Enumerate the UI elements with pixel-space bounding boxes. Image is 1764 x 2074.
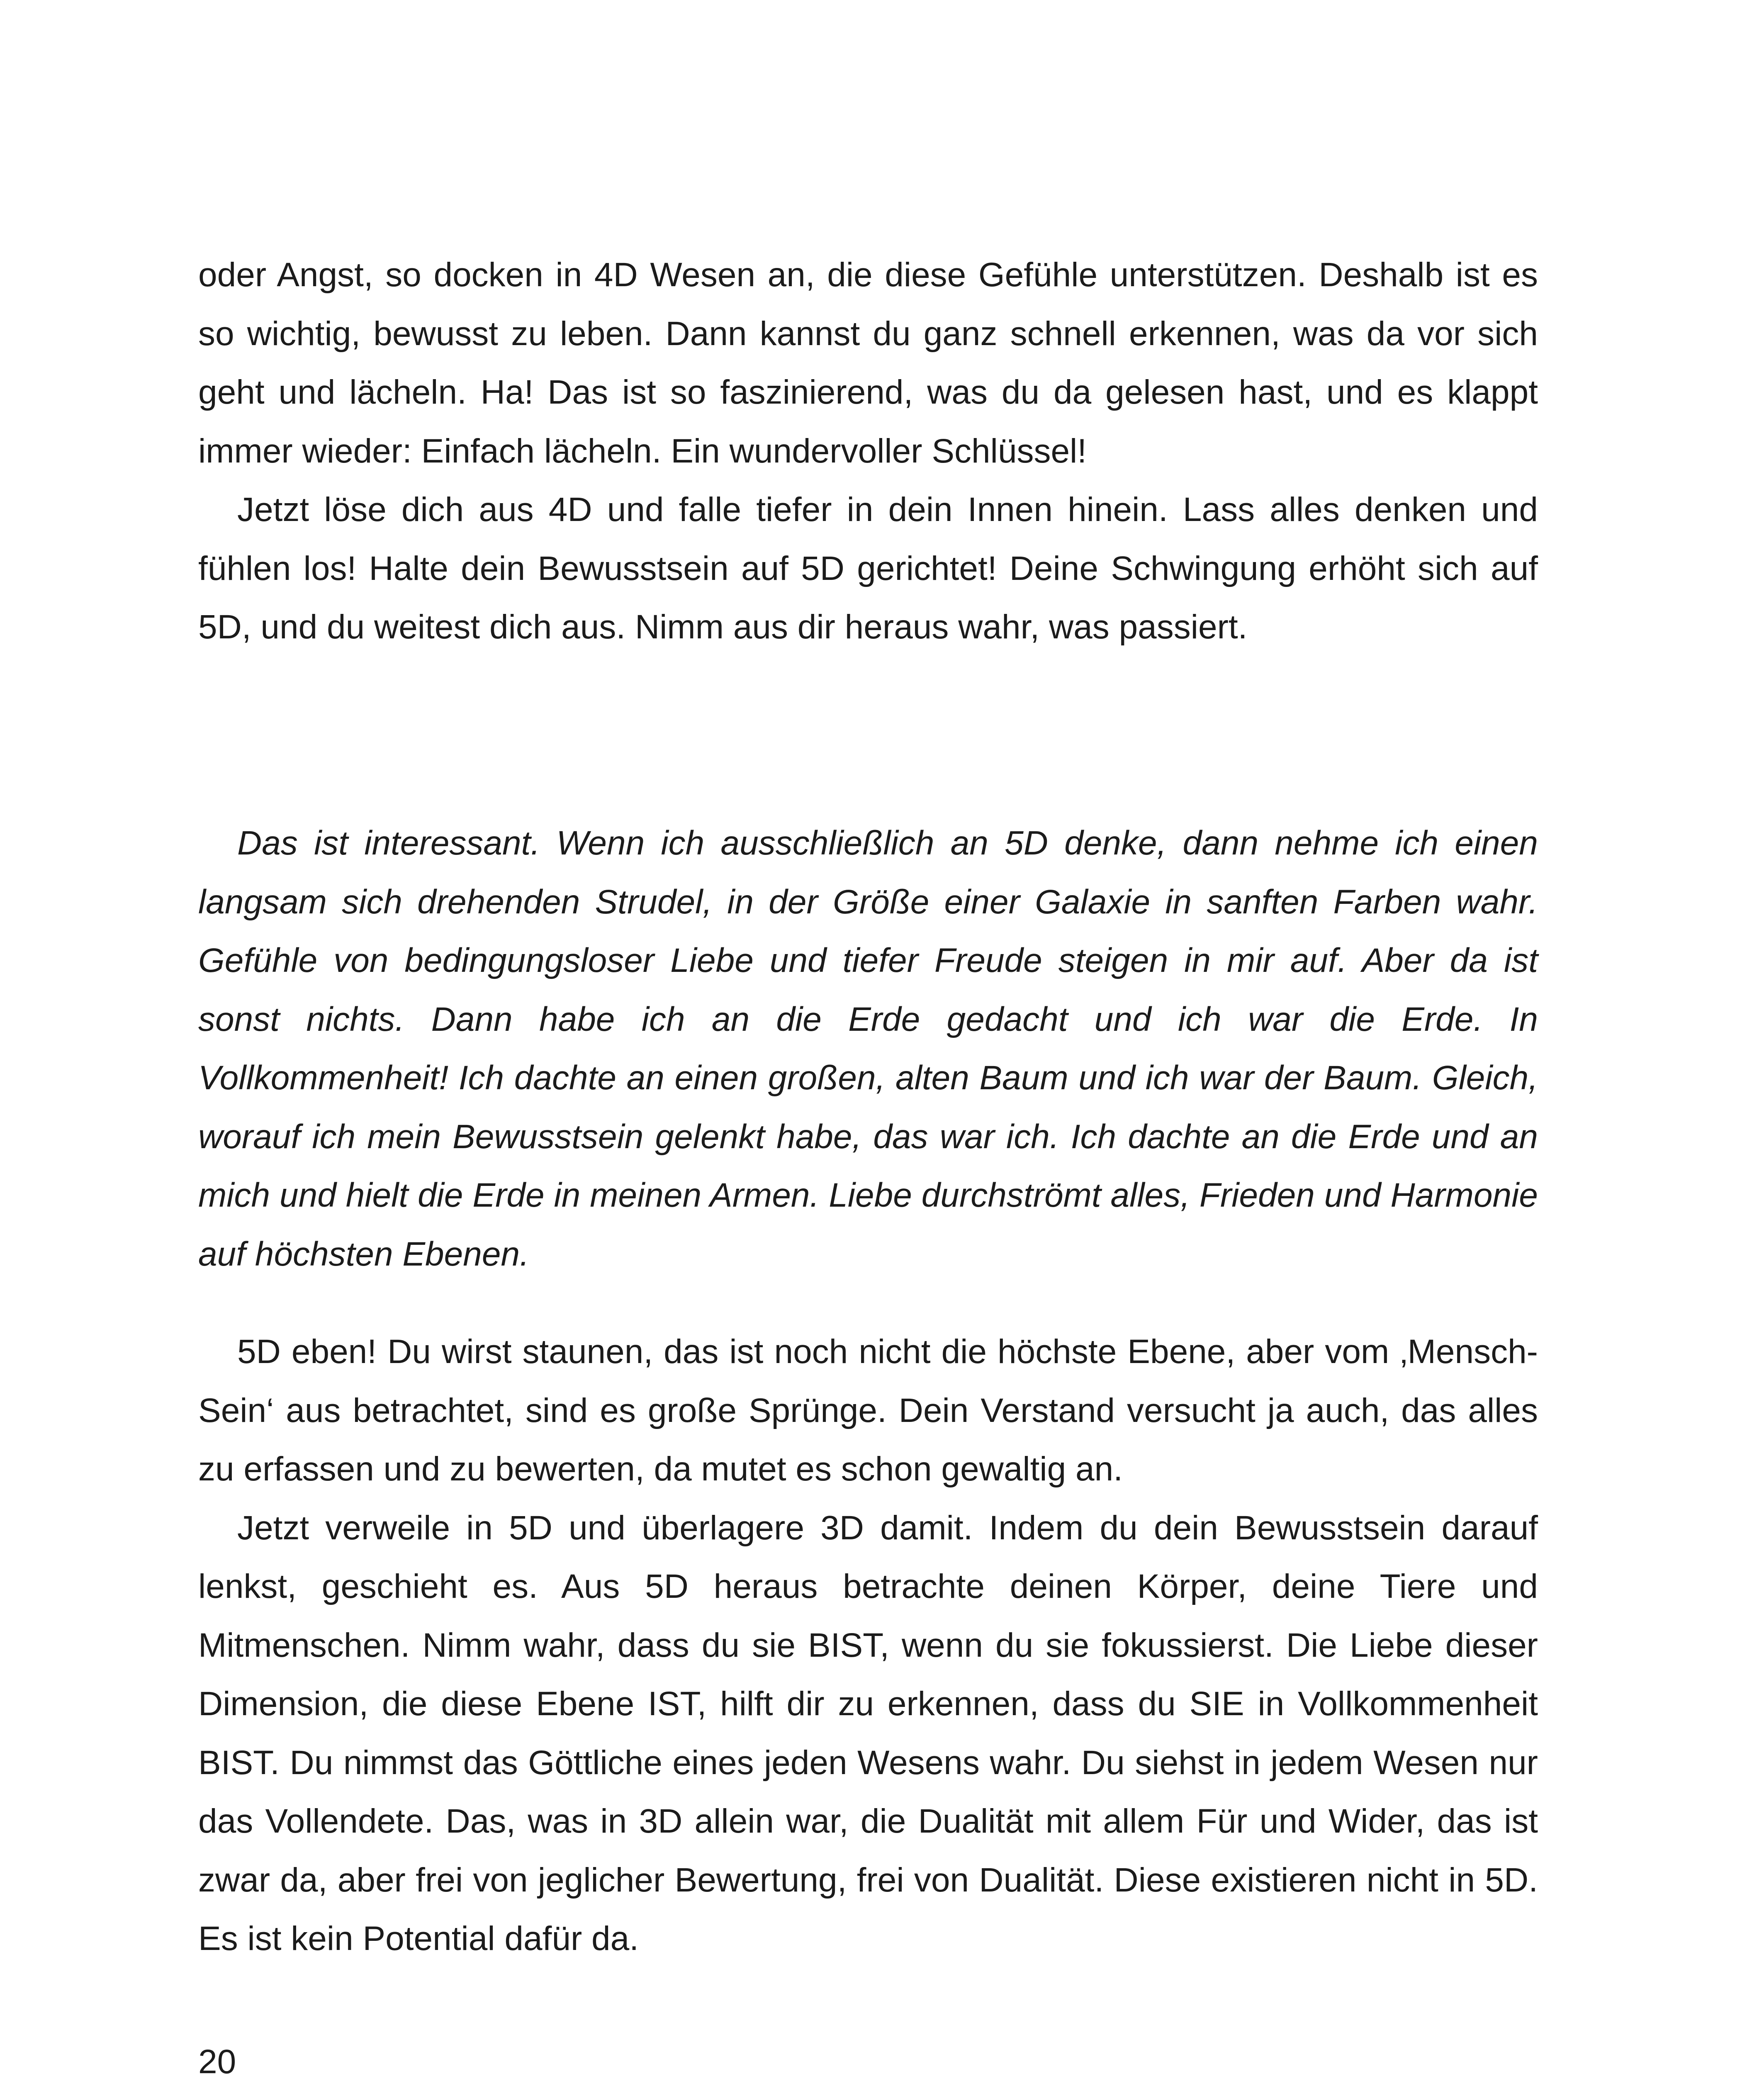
paragraph-group-2 [198, 814, 1538, 1283]
page-number: 20 [198, 2043, 236, 2074]
paragraph-1: oder Angst, so docken in 4D Wesen an, die diese Gefühle unterstützen. Deshalb ist es so wichtig, bewusst zu leben. Dann kannst du ganz schnell erkennen, was da vor sich geht und lächeln. Ha! Das ist so faszinierend, was du da gelesen hast, und es klappt immer wieder: Einfach lächeln. Ein wundervoller Schlüssel! [198, 256, 1538, 470]
paragraph-group-3 [198, 1322, 1538, 1968]
paragraph-3-italic: Das ist interessant. Wenn ich ausschließlich an 5D denke, dann nehme ich einen langsam sich drehenden Strudel, in der Größe einer Galaxie in sanften Farben wahr. Gefühle von bedingungsloser Liebe und tiefer Freude steigen in mir auf. Aber da ist sonst nichts. Dann habe ich an die Erde gedacht und ich war die Erde. In Vollkommenheit! Ich dachte an einen großen, alten Baum und ich war der Baum. Gleich, worauf ich mein Bewusstsein gelenkt habe, das war ich. Ich dachte an die Erde und an mich und hielt die Erde in meinen Armen. Liebe durchströmt alles, Frieden und Harmonie auf höchsten Ebenen. [198, 824, 1538, 1273]
paragraph-group-1 [198, 246, 1538, 657]
paragraph-4: 5D eben! Du wirst staunen, das ist noch nicht die höchste Ebene, aber vom ‚Mensch-Sein‘ aus betrachtet, sind es große Sprünge. Dein Verstand versucht ja auch, das alles zu erfassen und zu bewerten, da mutet es schon gewaltig an. [198, 1333, 1538, 1488]
paragraph-2: Jetzt löse dich aus 4D und falle tiefer in dein Innen hinein. Lass alles denken und fühlen los! Halte dein Bewusstsein auf 5D gerichtet! Deine Schwingung erhöht sich auf 5D, und du weitest dich aus. Nimm aus dir heraus wahr, was passiert. [198, 491, 1538, 646]
paragraph-5: Jetzt verweile in 5D und überlagere 3D damit. Indem du dein Bewusstsein darauf lenkst, geschieht es. Aus 5D heraus betrachte deinen Körper, deine Tiere und Mitmenschen. Nimm wahr, dass du sie BIST, wenn du sie fokussierst. Die Liebe dieser Dimension, die diese Ebene IST, hilft dir zu erkennen, dass du SIE in Vollkommenheit BIST. Du nimmst das Göttliche eines jeden Wesens wahr. Du siehst in jedem Wesen nur das Vollendete. Das, was in 3D allein war, die Dualität mit allem Für und Wider, das ist zwar da, aber frei von jeglicher Bewertung, frei von Dualität. Diese existieren nicht in 5D. Es ist kein Potential dafür da. [198, 1509, 1538, 1957]
